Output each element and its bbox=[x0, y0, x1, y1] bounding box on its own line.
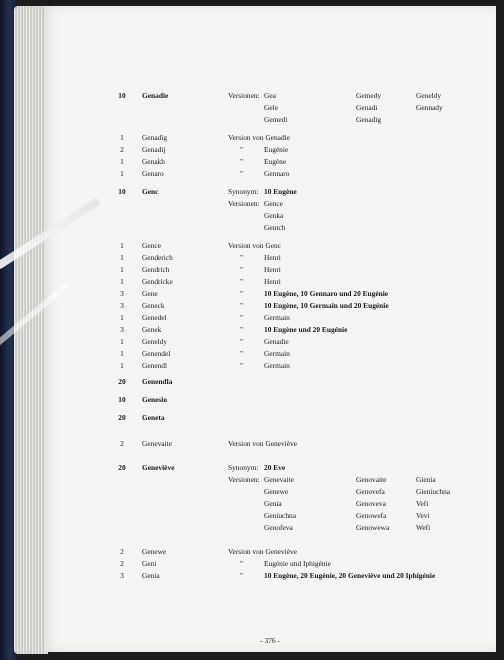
entry-variant-col2: Genadig bbox=[356, 115, 382, 124]
entry-row bbox=[44, 252, 496, 264]
entry-value: Genia bbox=[264, 499, 282, 508]
entry-number: 1 bbox=[120, 337, 124, 346]
entry-number: 3 bbox=[120, 325, 124, 334]
entry-row bbox=[44, 522, 496, 534]
entry-row bbox=[44, 394, 496, 406]
entry-value: Eugénie bbox=[264, 145, 289, 154]
entry-name: Genakh bbox=[142, 157, 165, 166]
entry-row bbox=[44, 210, 496, 222]
entry-label: " bbox=[240, 277, 244, 286]
entry-label: Version von Genadie bbox=[228, 133, 290, 142]
entry-value: Gence bbox=[264, 199, 283, 208]
entry-row bbox=[44, 114, 496, 126]
book-page bbox=[44, 6, 496, 652]
entry-name: Genendla bbox=[142, 377, 173, 386]
entry-number: 10 bbox=[118, 91, 126, 100]
entry-row bbox=[44, 486, 496, 498]
entry-name: Gendricke bbox=[142, 277, 173, 286]
entry-name: Gence bbox=[142, 241, 161, 250]
entry-name: Genadij bbox=[142, 145, 166, 154]
entry-number: 1 bbox=[120, 241, 124, 250]
entry-row bbox=[44, 558, 496, 570]
entry-row bbox=[44, 156, 496, 168]
entry-row bbox=[44, 144, 496, 156]
entry-name: Genewe bbox=[142, 547, 167, 556]
entry-row bbox=[44, 132, 496, 144]
entry-row bbox=[44, 546, 496, 558]
entry-number: 1 bbox=[120, 349, 124, 358]
entry-value: Germain bbox=[264, 349, 290, 358]
entry-row bbox=[44, 276, 496, 288]
entry-label: " bbox=[240, 559, 244, 568]
entry-number: 1 bbox=[120, 265, 124, 274]
entry-value: Henri bbox=[264, 277, 281, 286]
entry-number: 2 bbox=[120, 547, 124, 556]
entry-number: 2 bbox=[120, 145, 124, 154]
entry-name: Genia bbox=[142, 571, 160, 580]
entry-number: 1 bbox=[120, 169, 124, 178]
entry-variant-col2: Genowewa bbox=[356, 523, 390, 532]
entry-value: Genka bbox=[264, 211, 284, 220]
entry-variant-col3: Vefi bbox=[416, 499, 429, 508]
entry-variant-col3: Geneldy bbox=[416, 91, 442, 100]
entry-value: Henri bbox=[264, 265, 281, 274]
entry-variant-col3: Gennady bbox=[416, 103, 443, 112]
entry-value: Gentch bbox=[264, 223, 286, 232]
entry-name: Genendel bbox=[142, 349, 171, 358]
entry-label: Version von Genc bbox=[228, 241, 281, 250]
entry-name: Genesio bbox=[142, 395, 168, 404]
page-number: - 376 - bbox=[260, 636, 280, 645]
entry-name: Gendrich bbox=[142, 265, 170, 274]
entry-number: 1 bbox=[120, 253, 124, 262]
entry-name: Genadie bbox=[142, 91, 169, 100]
entry-name: Genaro bbox=[142, 169, 164, 178]
entry-row bbox=[44, 474, 496, 486]
entry-name: Geneldy bbox=[142, 337, 168, 346]
entry-label: Version von Geneviève bbox=[228, 547, 297, 556]
entry-number: 1 bbox=[120, 313, 124, 322]
entry-row bbox=[44, 312, 496, 324]
entry-row bbox=[44, 186, 496, 198]
entry-value: 10 Eugène, 20 Eugénie, 20 Geneviève und 20 Iphigénie bbox=[264, 571, 436, 580]
entry-value: Gele bbox=[264, 103, 278, 112]
entry-number: 20 bbox=[118, 413, 126, 422]
entry-value: Gea bbox=[264, 91, 276, 100]
entry-variant-col2: Genadi bbox=[356, 103, 378, 112]
entry-value: 20 Eve bbox=[264, 463, 286, 472]
entry-label: " bbox=[240, 325, 244, 334]
entry-value: 10 Eugène und 20 Eugénie bbox=[264, 325, 348, 334]
entry-label: Versionen: bbox=[228, 91, 260, 100]
entry-name: Genek bbox=[142, 325, 162, 334]
entry-row bbox=[44, 336, 496, 348]
entry-row bbox=[44, 498, 496, 510]
entry-value: Germain bbox=[264, 361, 290, 370]
entry-label: " bbox=[240, 571, 244, 580]
entry-row bbox=[44, 324, 496, 336]
entry-number: 10 bbox=[118, 395, 126, 404]
entry-label: Versionen: bbox=[228, 475, 260, 484]
entry-row bbox=[44, 168, 496, 180]
entry-number: 20 bbox=[118, 377, 126, 386]
entry-value: 10 Eugène bbox=[264, 187, 297, 196]
entry-row bbox=[44, 412, 496, 424]
entry-value: Genewe bbox=[264, 487, 289, 496]
entry-row bbox=[44, 438, 496, 450]
entry-name: Gene bbox=[142, 289, 158, 298]
entry-name: Geneviève bbox=[142, 463, 175, 472]
entry-row bbox=[44, 300, 496, 312]
entry-number: 3 bbox=[120, 571, 124, 580]
entry-value: Genofeva bbox=[264, 523, 293, 532]
entry-row bbox=[44, 462, 496, 474]
entry-name: Geneck bbox=[142, 301, 165, 310]
entry-row bbox=[44, 198, 496, 210]
entry-number: 1 bbox=[120, 361, 124, 370]
entry-row bbox=[44, 348, 496, 360]
entry-variant-col2: Genowefa bbox=[356, 511, 387, 520]
entry-label: " bbox=[240, 157, 244, 166]
entry-row bbox=[44, 264, 496, 276]
entry-name: Genadig bbox=[142, 133, 168, 142]
entry-label: Versionen: bbox=[228, 199, 260, 208]
entry-row bbox=[44, 288, 496, 300]
entry-variant-col2: Genovaite bbox=[356, 475, 387, 484]
entry-row bbox=[44, 360, 496, 372]
entry-value: 10 Eugène, 10 Gennaro und 20 Eugénie bbox=[264, 289, 389, 298]
entry-label: Synonym: bbox=[228, 187, 259, 196]
entry-value: Gemedi bbox=[264, 115, 288, 124]
entry-value: Genevaite bbox=[264, 475, 294, 484]
entry-row bbox=[44, 376, 496, 388]
entry-value: Germain bbox=[264, 313, 290, 322]
entry-label: " bbox=[240, 145, 244, 154]
entry-label: " bbox=[240, 265, 244, 274]
entry-number: 2 bbox=[120, 439, 124, 448]
entry-row bbox=[44, 90, 496, 102]
entry-label: Version von Geneviève bbox=[228, 439, 297, 448]
entry-name: Genderich bbox=[142, 253, 173, 262]
entry-name: Genedel bbox=[142, 313, 167, 322]
entry-value: Eugénie und Iphigénie bbox=[264, 559, 331, 568]
entry-variant-col3: Gienia bbox=[416, 475, 436, 484]
entry-number: 1 bbox=[120, 157, 124, 166]
entry-name: Genendl bbox=[142, 361, 168, 370]
entry-variant-col3: Gieniuchna bbox=[416, 487, 451, 496]
entry-name: Genc bbox=[142, 187, 159, 196]
entry-variant-col2: Genovefa bbox=[356, 487, 385, 496]
entry-number: 20 bbox=[118, 463, 126, 472]
entry-number: 3 bbox=[120, 301, 124, 310]
entry-label: " bbox=[240, 337, 244, 346]
entry-variant-col2: Gemedy bbox=[356, 91, 382, 100]
entry-value: 10 Eugène, 10 Germain und 20 Eugénie bbox=[264, 301, 389, 310]
entry-label: " bbox=[240, 169, 244, 178]
entry-name: Geni bbox=[142, 559, 157, 568]
entry-number: 10 bbox=[118, 187, 126, 196]
entry-label: " bbox=[240, 301, 244, 310]
entry-value: Henri bbox=[264, 253, 281, 262]
entry-number: 1 bbox=[120, 133, 124, 142]
entry-row bbox=[44, 510, 496, 522]
entry-variant-col3: Vevi bbox=[416, 511, 430, 520]
entry-row bbox=[44, 240, 496, 252]
entry-number: 2 bbox=[120, 559, 124, 568]
entry-label: " bbox=[240, 289, 244, 298]
entry-value: Gennaro bbox=[264, 169, 290, 178]
entry-name: Genevaite bbox=[142, 439, 172, 448]
entry-number: 1 bbox=[120, 277, 124, 286]
entry-value: Eugène bbox=[264, 157, 287, 166]
entry-name: Geneta bbox=[142, 413, 165, 422]
entry-value: Genadie bbox=[264, 337, 289, 346]
entry-value: Geniuchna bbox=[264, 511, 297, 520]
entry-row bbox=[44, 102, 496, 114]
page-edges bbox=[14, 6, 48, 654]
entry-variant-col2: Genoveva bbox=[356, 499, 386, 508]
entry-label: " bbox=[240, 361, 244, 370]
entry-row bbox=[44, 222, 496, 234]
entry-label: Synonym: bbox=[228, 463, 259, 472]
entry-number: 3 bbox=[120, 289, 124, 298]
entry-row bbox=[44, 570, 496, 582]
entry-label: " bbox=[240, 253, 244, 262]
entry-label: " bbox=[240, 349, 244, 358]
entry-label: " bbox=[240, 313, 244, 322]
entry-variant-col3: Wefi bbox=[416, 523, 431, 532]
